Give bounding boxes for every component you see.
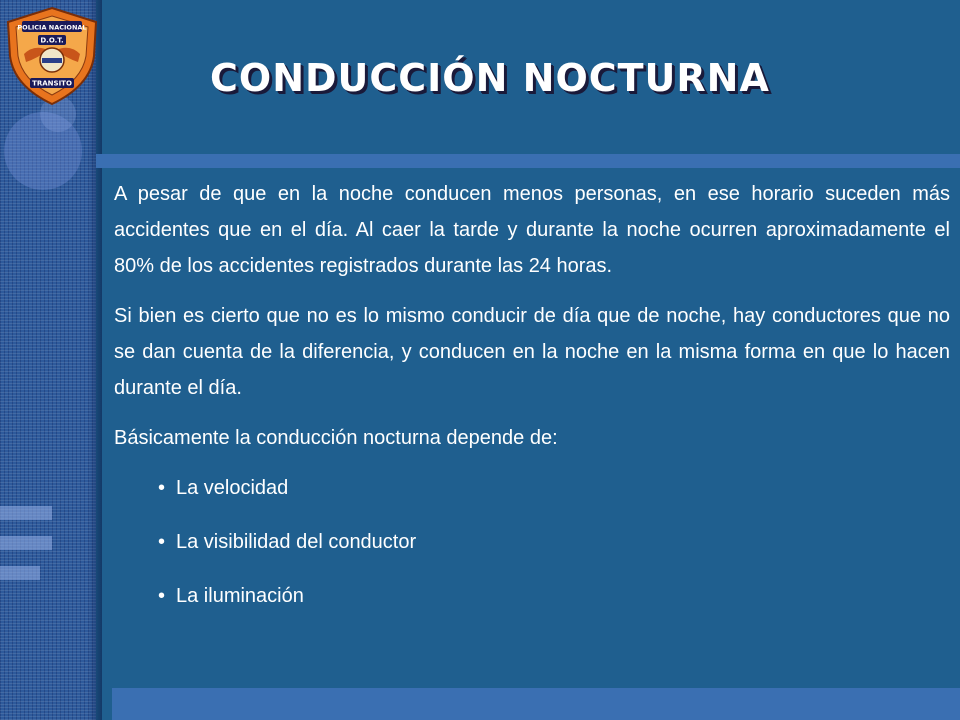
decorative-bar <box>0 566 40 580</box>
bullet-icon: • <box>158 477 166 499</box>
slide-body <box>114 176 950 632</box>
list-item <box>158 524 950 578</box>
medallion-stripe <box>42 58 62 63</box>
paragraph-difference: Si bien es cierto que no es lo mismo conducir de día que de noche, hay conductores que no se dan cuenta de la diferencia, y conducen en la noche en la misma forma en que lo hacen durante el día. <box>114 305 950 399</box>
factors-list <box>114 470 950 632</box>
sidebar-shadow <box>88 0 102 720</box>
footer-band <box>112 688 960 720</box>
logo-line-2: D.O.T. <box>40 36 64 45</box>
list-item-label: La visibilidad del conductor <box>176 531 417 553</box>
logo-line-3: TRANSITO <box>32 79 72 88</box>
bullet-icon: • <box>158 531 166 553</box>
police-shield-emblem-icon <box>4 6 100 106</box>
list-item <box>158 470 950 524</box>
list-item-label: La velocidad <box>176 477 289 499</box>
bullet-icon: • <box>158 585 166 607</box>
paragraph-intro: A pesar de que en la noche conducen menos personas, en ese horario suceden más accidentes que en el día. Al caer la tarde y durante la noche ocurren aproximadamente el 80% de los accidentes registrados durante las 24 horas. <box>114 183 950 277</box>
decorative-bar <box>0 536 52 550</box>
slide-title: CONDUCCIÓN NOCTURNA <box>210 56 770 100</box>
decorative-bar <box>0 506 52 520</box>
paragraph-depends: Básicamente la conducción nocturna depende de: <box>114 427 558 449</box>
title-divider-band <box>96 154 960 168</box>
list-item <box>158 578 950 632</box>
logo-line-1: POLICIA NACIONAL <box>17 23 87 32</box>
list-item-label: La iluminación <box>176 585 304 607</box>
